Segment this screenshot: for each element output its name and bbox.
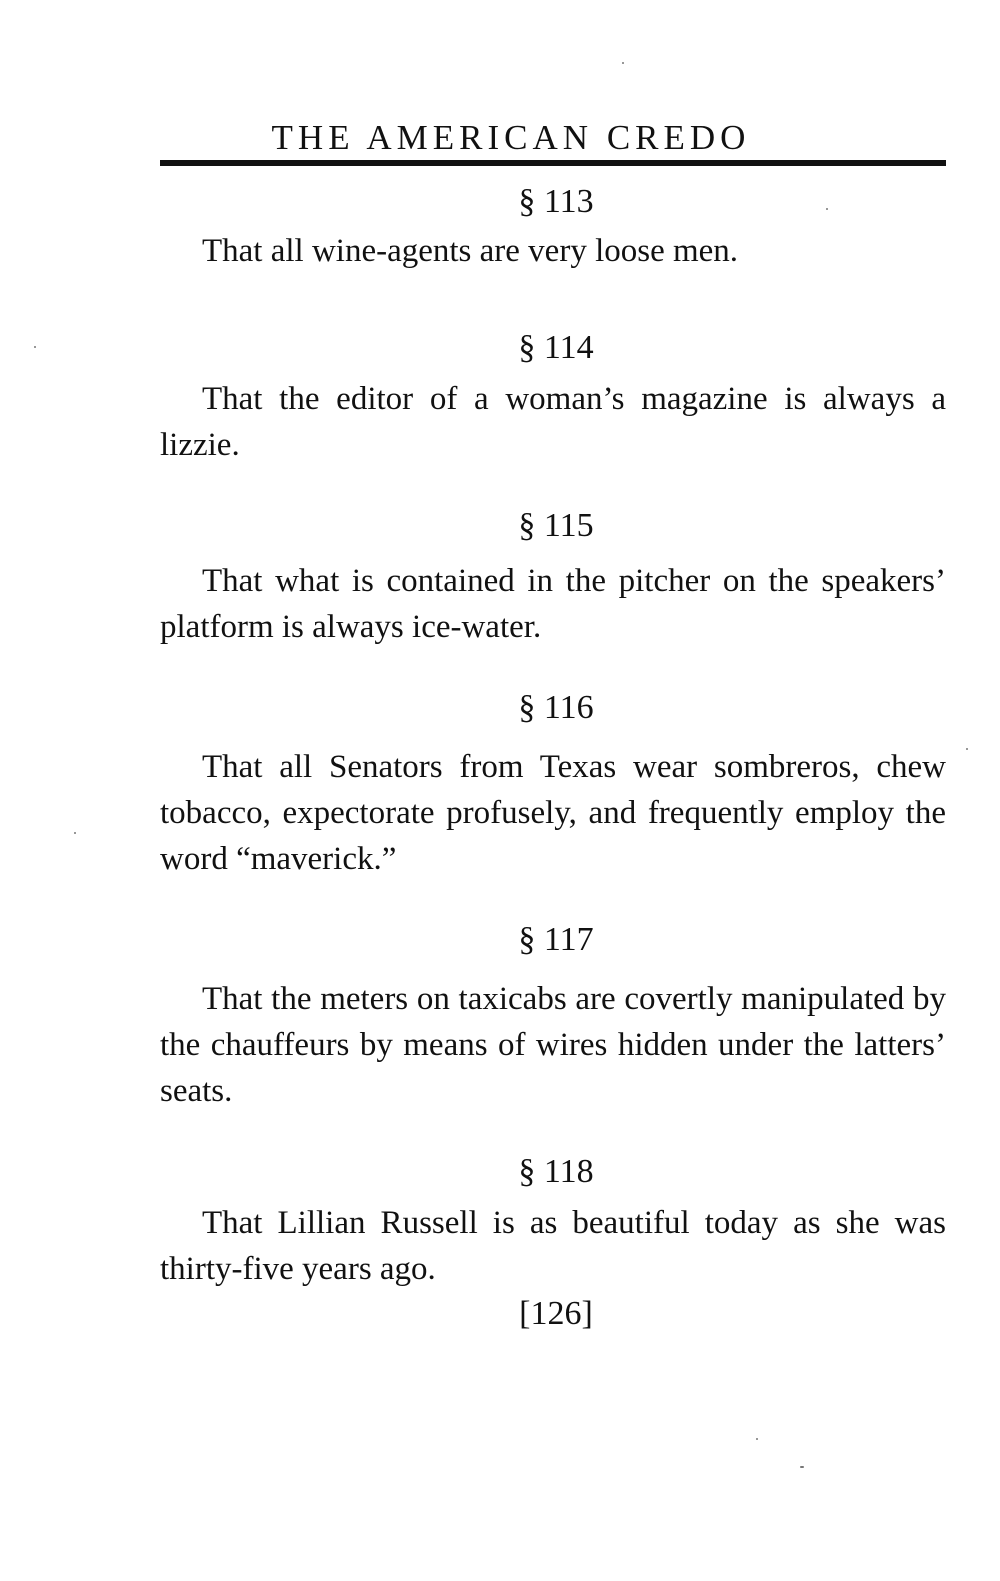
running-head: THE AMERICAN CREDO <box>271 118 751 157</box>
section-text: That all wine-agents are very loose men. <box>202 233 739 269</box>
section-text: That the meters on taxicabs are covertly manipulated by the chauffeurs by means of wires hidden under the latters’ seats. <box>160 981 946 1109</box>
page-number: [126] <box>519 1295 593 1332</box>
section-text: That what is contained in the pitcher on the speakers’ platform is always ice-water. <box>160 563 946 645</box>
section-text: That all Senators from Texas wear sombreros, chew tobacco, expectorate profusely, and frequently employ the word “maverick.” <box>160 749 946 877</box>
section-number: § 118 <box>518 1153 594 1190</box>
scan-speck <box>34 346 36 348</box>
section-number: § 116 <box>518 689 594 726</box>
scan-speck <box>826 208 828 210</box>
section-number: § 114 <box>518 329 594 366</box>
section-117 <box>160 918 946 1114</box>
scan-speck <box>74 832 76 834</box>
section-number: § 117 <box>518 921 594 958</box>
section-text: That Lillian Russell is as beautiful today as she was thirty-five years ago. <box>160 1205 946 1287</box>
section-number: § 115 <box>518 507 594 544</box>
section-113 <box>160 180 946 274</box>
scan-speck <box>622 62 624 64</box>
section-text: That the editor of a woman’s magazine is always a lizzie. <box>160 381 946 463</box>
scan-speck <box>966 748 968 750</box>
section-116 <box>160 686 946 882</box>
section-number: § 113 <box>518 183 594 220</box>
section-118 <box>160 1150 946 1292</box>
section-115 <box>160 504 946 650</box>
book-page <box>160 118 946 1336</box>
scan-speck <box>800 1466 804 1468</box>
header-rule <box>160 160 946 166</box>
scan-speck <box>756 1438 758 1440</box>
section-114 <box>160 326 946 468</box>
